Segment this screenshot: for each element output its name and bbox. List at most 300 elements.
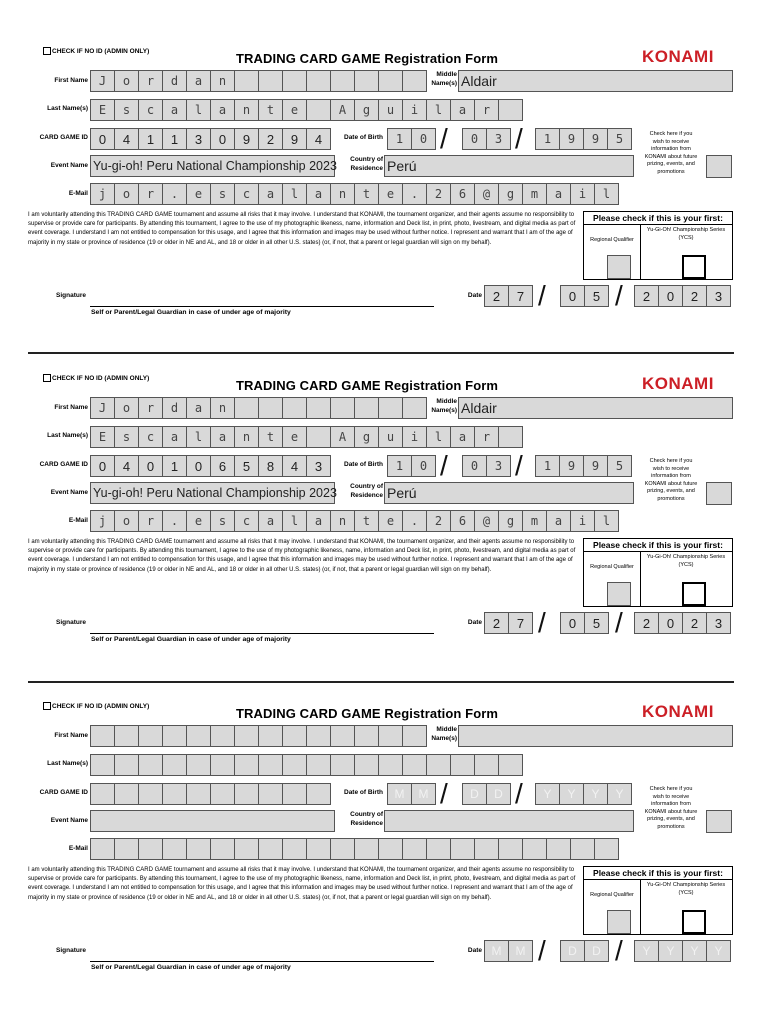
last-name-boxes-cell[interactable] [378,754,403,776]
email-boxes-cell[interactable] [306,838,331,860]
dob-month-boxes[interactable] [462,455,510,477]
last-name-boxes-cell[interactable] [498,426,523,448]
email-boxes-cell[interactable]: j [90,183,115,205]
email-boxes[interactable] [90,183,618,205]
email-boxes-cell[interactable]: j [90,510,115,532]
email-boxes-cell[interactable]: . [162,183,187,205]
date-year-boxes-cell[interactable]: 3 [706,285,731,307]
date-year-boxes[interactable] [634,285,730,307]
card-game-id-boxes-cell[interactable] [306,783,331,805]
dob-year-boxes-cell[interactable]: Y [535,783,560,805]
card-game-id-boxes-cell[interactable]: 8 [258,455,283,477]
last-name-boxes-cell[interactable]: c [138,99,163,121]
last-name-boxes-cell[interactable]: l [426,99,451,121]
event-name-field[interactable]: Yu-gi-oh! Peru National Championship 2023 [90,155,335,177]
email-boxes-cell[interactable]: l [594,510,619,532]
last-name-boxes-cell[interactable]: a [162,99,187,121]
email-boxes-cell[interactable]: l [282,510,307,532]
dob-year-boxes-cell[interactable]: 1 [535,128,560,150]
email-boxes-cell[interactable]: g [498,183,523,205]
last-name-boxes[interactable] [90,426,522,448]
date-day-boxes-cell[interactable]: 2 [484,612,509,634]
last-name-boxes-cell[interactable]: a [210,426,235,448]
admin-only-check[interactable] [43,47,149,55]
email-boxes-cell[interactable]: . [402,183,427,205]
last-name-boxes-cell[interactable] [90,754,115,776]
first-name-boxes[interactable] [90,725,426,747]
email-boxes-cell[interactable] [234,838,259,860]
date-year-boxes-cell[interactable]: 0 [658,612,683,634]
first-name-boxes-cell[interactable] [378,725,403,747]
regional-qualifier-checkbox[interactable] [607,255,631,279]
last-name-boxes-cell[interactable]: E [90,99,115,121]
first-name-boxes-cell[interactable] [378,397,403,419]
email-boxes-cell[interactable] [378,838,403,860]
dob-month-boxes[interactable] [462,128,510,150]
dob-year-boxes-cell[interactable]: 9 [559,128,584,150]
card-game-id-boxes-cell[interactable]: 3 [306,455,331,477]
first-name-boxes-cell[interactable] [282,70,307,92]
last-name-boxes-cell[interactable]: a [162,426,187,448]
dob-year-boxes-cell[interactable]: 5 [607,455,632,477]
regional-qualifier-checkbox[interactable] [607,910,631,934]
last-name-boxes-cell[interactable] [162,754,187,776]
date-year-boxes-cell[interactable]: Y [658,940,683,962]
date-year-boxes-cell[interactable]: 2 [634,612,659,634]
last-name-boxes-cell[interactable]: n [234,426,259,448]
dob-day-boxes-cell[interactable]: 0 [411,128,436,150]
email-boxes[interactable] [90,838,618,860]
dob-year-boxes[interactable] [535,455,631,477]
card-game-id-boxes-cell[interactable] [90,783,115,805]
last-name-boxes-cell[interactable] [234,754,259,776]
email-boxes-cell[interactable]: m [522,183,547,205]
dob-month-boxes-cell[interactable]: 0 [462,455,487,477]
last-name-boxes-cell[interactable]: e [282,99,307,121]
date-day-boxes-cell[interactable]: M [508,940,533,962]
email-boxes-cell[interactable] [450,838,475,860]
signature-line[interactable] [90,306,434,307]
date-month-boxes-cell[interactable]: 0 [560,612,585,634]
card-game-id-boxes-cell[interactable]: 9 [282,128,307,150]
last-name-boxes-cell[interactable]: g [354,426,379,448]
dob-day-boxes-cell[interactable]: 0 [411,455,436,477]
date-day-boxes-cell[interactable]: 7 [508,285,533,307]
dob-day-boxes-cell[interactable]: M [387,783,412,805]
dob-year-boxes-cell[interactable]: 5 [607,128,632,150]
email-boxes-cell[interactable] [570,838,595,860]
first-name-boxes-cell[interactable] [378,70,403,92]
last-name-boxes-cell[interactable] [354,754,379,776]
ycs-checkbox[interactable] [682,910,706,934]
promotions-checkbox[interactable] [706,482,732,505]
first-name-boxes-cell[interactable] [282,397,307,419]
date-year-boxes-cell[interactable]: 3 [706,612,731,634]
email-boxes-cell[interactable]: a [306,510,331,532]
first-name-boxes-cell[interactable]: a [186,397,211,419]
first-name-boxes-cell[interactable] [234,397,259,419]
email-boxes-cell[interactable]: e [186,510,211,532]
email-boxes-cell[interactable]: 2 [426,510,451,532]
first-name-boxes-cell[interactable] [354,397,379,419]
first-name-boxes-cell[interactable] [114,725,139,747]
email-boxes-cell[interactable]: m [522,510,547,532]
date-year-boxes-cell[interactable]: 2 [682,285,707,307]
date-day-boxes[interactable] [484,940,532,962]
email-boxes-cell[interactable]: s [210,183,235,205]
country-field[interactable] [384,810,634,832]
first-name-boxes-cell[interactable] [330,725,355,747]
last-name-boxes-cell[interactable]: e [282,426,307,448]
date-month-boxes[interactable] [560,940,608,962]
last-name-boxes-cell[interactable]: u [378,99,403,121]
last-name-boxes-cell[interactable] [258,754,283,776]
email-boxes-cell[interactable]: a [258,183,283,205]
dob-month-boxes-cell[interactable]: D [462,783,487,805]
first-name-boxes-cell[interactable]: n [210,70,235,92]
date-day-boxes-cell[interactable]: 7 [508,612,533,634]
last-name-boxes-cell[interactable]: E [90,426,115,448]
first-name-boxes-cell[interactable]: n [210,397,235,419]
last-name-boxes-cell[interactable]: a [450,99,475,121]
middle-name-field[interactable]: Aldair [458,397,733,419]
dob-month-boxes-cell[interactable]: 3 [486,128,511,150]
last-name-boxes-cell[interactable]: t [258,426,283,448]
first-name-boxes-cell[interactable] [330,70,355,92]
first-name-boxes-cell[interactable] [354,70,379,92]
email-boxes-cell[interactable]: e [186,183,211,205]
date-month-boxes-cell[interactable]: 0 [560,285,585,307]
last-name-boxes-cell[interactable]: g [354,99,379,121]
date-day-boxes[interactable] [484,612,532,634]
card-game-id-boxes-cell[interactable]: 0 [186,455,211,477]
card-game-id-boxes-cell[interactable] [282,783,307,805]
first-name-boxes-cell[interactable] [90,725,115,747]
email-boxes-cell[interactable]: n [330,510,355,532]
first-name-boxes-cell[interactable] [282,725,307,747]
date-month-boxes-cell[interactable]: 5 [584,285,609,307]
country-field[interactable]: Perú [384,155,634,177]
card-game-id-boxes[interactable] [90,455,330,477]
dob-day-boxes-cell[interactable]: M [411,783,436,805]
email-boxes-cell[interactable]: t [354,183,379,205]
email-boxes-cell[interactable] [426,838,451,860]
country-field[interactable]: Perú [384,482,634,504]
last-name-boxes-cell[interactable]: r [474,426,499,448]
last-name-boxes-cell[interactable] [498,754,523,776]
last-name-boxes-cell[interactable]: i [402,426,427,448]
dob-year-boxes-cell[interactable]: 9 [583,128,608,150]
email-boxes-cell[interactable]: e [378,183,403,205]
last-name-boxes[interactable] [90,99,522,121]
first-name-boxes-cell[interactable] [306,70,331,92]
dob-year-boxes-cell[interactable]: Y [607,783,632,805]
promotions-checkbox[interactable] [706,155,732,178]
dob-day-boxes-cell[interactable]: 1 [387,128,412,150]
last-name-boxes-cell[interactable]: n [234,99,259,121]
card-game-id-boxes-cell[interactable]: 6 [210,455,235,477]
admin-checkbox[interactable] [43,47,51,55]
dob-month-boxes-cell[interactable]: 0 [462,128,487,150]
email-boxes-cell[interactable] [90,838,115,860]
regional-qualifier-checkbox[interactable] [607,582,631,606]
email-boxes-cell[interactable]: @ [474,510,499,532]
email-boxes-cell[interactable] [330,838,355,860]
card-game-id-boxes-cell[interactable]: 1 [138,128,163,150]
date-day-boxes-cell[interactable]: 2 [484,285,509,307]
last-name-boxes-cell[interactable]: l [186,426,211,448]
card-game-id-boxes-cell[interactable]: 4 [282,455,307,477]
email-boxes-cell[interactable]: a [546,510,571,532]
email-boxes-cell[interactable]: . [162,510,187,532]
email-boxes-cell[interactable] [210,838,235,860]
admin-checkbox[interactable] [43,374,51,382]
email-boxes-cell[interactable] [354,838,379,860]
last-name-boxes-cell[interactable] [330,754,355,776]
promotions-checkbox[interactable] [706,810,732,833]
last-name-boxes-cell[interactable]: A [330,99,355,121]
email-boxes-cell[interactable]: r [138,183,163,205]
first-name-boxes-cell[interactable] [258,70,283,92]
last-name-boxes-cell[interactable] [186,754,211,776]
email-boxes-cell[interactable] [498,838,523,860]
email-boxes-cell[interactable]: n [330,183,355,205]
card-game-id-boxes-cell[interactable] [138,783,163,805]
admin-only-check[interactable] [43,702,149,710]
date-month-boxes-cell[interactable]: D [560,940,585,962]
dob-label: Date of Birth [344,134,383,141]
last-name-boxes-cell[interactable] [306,754,331,776]
email-boxes-cell[interactable]: a [258,510,283,532]
card-game-id-boxes-cell[interactable]: 0 [90,128,115,150]
email-boxes-cell[interactable] [162,838,187,860]
admin-checkbox[interactable] [43,702,51,710]
dob-year-boxes[interactable] [535,783,631,805]
first-name-boxes-cell[interactable] [210,725,235,747]
last-name-boxes-cell[interactable] [138,754,163,776]
card-game-id-boxes-cell[interactable]: 5 [234,455,259,477]
middle-name-field[interactable] [458,725,733,747]
date-day-boxes[interactable] [484,285,532,307]
first-name-boxes-cell[interactable] [402,397,427,419]
last-name-boxes-cell[interactable]: l [426,426,451,448]
email-boxes-cell[interactable] [186,838,211,860]
date-month-boxes-cell[interactable]: D [584,940,609,962]
last-name-boxes-cell[interactable] [498,99,523,121]
date-year-boxes-cell[interactable]: 2 [682,612,707,634]
email-boxes-cell[interactable] [594,838,619,860]
first-name-boxes-cell[interactable] [234,725,259,747]
email-boxes-cell[interactable]: g [498,510,523,532]
dob-month-boxes[interactable] [462,783,510,805]
first-name-boxes-cell[interactable] [258,725,283,747]
email-boxes-cell[interactable]: 6 [450,183,475,205]
last-name-boxes-cell[interactable]: u [378,426,403,448]
first-name-boxes[interactable] [90,70,426,92]
first-name-boxes-cell[interactable]: o [114,70,139,92]
first-name-boxes-cell[interactable] [402,725,427,747]
dob-month-boxes-cell[interactable]: 3 [486,455,511,477]
card-game-id-boxes-cell[interactable]: 1 [162,455,187,477]
first-name-boxes-cell[interactable] [330,397,355,419]
date-year-boxes-cell[interactable]: Y [706,940,731,962]
card-game-id-boxes-cell[interactable]: 3 [186,128,211,150]
dob-year-boxes-cell[interactable]: 9 [583,455,608,477]
email-boxes-cell[interactable] [258,838,283,860]
card-game-id-boxes-cell[interactable]: 4 [114,455,139,477]
date-month-boxes-cell[interactable]: 5 [584,612,609,634]
email-boxes-cell[interactable]: i [570,183,595,205]
email-boxes-cell[interactable]: . [402,510,427,532]
email-boxes[interactable] [90,510,618,532]
event-name-field[interactable] [90,810,335,832]
first-name-boxes-cell[interactable]: J [90,397,115,419]
first-name-boxes-cell[interactable]: r [138,397,163,419]
dob-day-boxes[interactable] [387,128,435,150]
email-boxes-cell[interactable]: i [570,510,595,532]
date-year-boxes[interactable] [634,612,730,634]
first-name-boxes-cell[interactable] [402,70,427,92]
date-year-boxes-cell[interactable]: Y [634,940,659,962]
last-name-boxes-cell[interactable]: c [138,426,163,448]
first-name-boxes-cell[interactable]: o [114,397,139,419]
first-name-boxes-cell[interactable] [354,725,379,747]
card-game-id-boxes-cell[interactable]: 2 [258,128,283,150]
card-game-id-boxes-cell[interactable] [162,783,187,805]
last-name-boxes-cell[interactable] [306,99,331,121]
first-name-boxes-cell[interactable] [186,725,211,747]
email-boxes-cell[interactable] [522,838,547,860]
legal-text: I am voluntarily attending this TRADING CARD GAME tournament and assume all risks that it may involve. I understand that KONAMI, the tournament organizer, and their agents assume no responsibility to supervise or provide care for participants. By attending this tournament, I agree to the use of my photographic likeness, name, information and Deck list, in print, photo, livestream, and digital media as part of event coverage. I understand I am not entitled to compensation for this usage, and I agree that this information and images may be used without further notice. I represent and warrant that I am of the age of majority in my state or province of residence (19 or older in NE and AL, and 18 or older in all other U.S. states) (or, if not, that a parent or legal guardian will sign on my behalf). [28,867,576,901]
last-name-boxes-cell[interactable] [450,754,475,776]
dob-day-boxes-cell[interactable]: 1 [387,455,412,477]
email-boxes-cell[interactable]: c [234,510,259,532]
card-game-id-boxes-cell[interactable] [210,783,235,805]
email-boxes-cell[interactable] [546,838,571,860]
last-name-boxes-cell[interactable] [426,754,451,776]
last-name-boxes-cell[interactable]: s [114,99,139,121]
card-game-id-boxes-cell[interactable]: 4 [114,128,139,150]
dob-month-boxes-cell[interactable]: D [486,783,511,805]
card-game-id-boxes-cell[interactable] [114,783,139,805]
dob-year-boxes-cell[interactable]: 9 [559,455,584,477]
date-year-boxes-cell[interactable]: 2 [634,285,659,307]
admin-only-check[interactable] [43,374,149,382]
first-name-boxes-cell[interactable] [234,70,259,92]
card-game-id-boxes-cell[interactable]: 1 [162,128,187,150]
email-boxes-cell[interactable] [138,838,163,860]
dob-year-boxes-cell[interactable]: 1 [535,455,560,477]
email-boxes-cell[interactable]: 2 [426,183,451,205]
date-year-boxes-cell[interactable]: 0 [658,285,683,307]
first-name-boxes-cell[interactable] [138,725,163,747]
email-boxes-cell[interactable] [282,838,307,860]
last-name-boxes-cell[interactable]: s [114,426,139,448]
date-month-boxes[interactable] [560,285,608,307]
email-boxes-cell[interactable] [474,838,499,860]
card-game-id-boxes-cell[interactable] [234,783,259,805]
date-year-boxes-cell[interactable]: Y [682,940,707,962]
first-name-boxes-cell[interactable]: a [186,70,211,92]
last-name-boxes-cell[interactable]: i [402,99,427,121]
card-game-id-boxes-cell[interactable] [258,783,283,805]
email-boxes-cell[interactable]: o [114,183,139,205]
last-name-boxes-cell[interactable]: a [450,426,475,448]
dob-year-boxes-cell[interactable]: Y [583,783,608,805]
first-name-boxes-cell[interactable]: d [162,397,187,419]
email-boxes-cell[interactable]: l [282,183,307,205]
email-boxes-cell[interactable]: t [354,510,379,532]
last-name-boxes-cell[interactable] [402,754,427,776]
last-name-boxes[interactable] [90,754,522,776]
card-game-id-boxes-cell[interactable]: 0 [138,455,163,477]
last-name-boxes-cell[interactable]: A [330,426,355,448]
ycs-checkbox[interactable] [682,582,706,606]
first-name-boxes[interactable] [90,397,426,419]
last-name-boxes-cell[interactable] [474,754,499,776]
first-name-boxes-cell[interactable] [162,725,187,747]
dob-year-boxes[interactable] [535,128,631,150]
card-game-id-boxes[interactable] [90,128,330,150]
email-boxes-cell[interactable]: e [378,510,403,532]
last-name-boxes-cell[interactable]: t [258,99,283,121]
date-month-boxes[interactable] [560,612,608,634]
email-boxes-cell[interactable] [402,838,427,860]
email-boxes-cell[interactable]: a [306,183,331,205]
event-name-field[interactable]: Yu-gi-oh! Peru National Championship 2023 [90,482,335,504]
last-name-boxes-cell[interactable] [306,426,331,448]
email-boxes-cell[interactable]: a [546,183,571,205]
middle-name-field[interactable]: Aldair [458,70,733,92]
email-boxes-cell[interactable]: l [594,183,619,205]
email-boxes-cell[interactable]: s [210,510,235,532]
card-game-id-boxes-cell[interactable]: 0 [210,128,235,150]
email-boxes-cell[interactable]: 6 [450,510,475,532]
email-boxes-cell[interactable] [114,838,139,860]
last-name-boxes-cell[interactable]: a [210,99,235,121]
date-year-boxes[interactable] [634,940,730,962]
dob-year-boxes-cell[interactable]: Y [559,783,584,805]
first-name-boxes-cell[interactable]: r [138,70,163,92]
card-game-id-boxes[interactable] [90,783,330,805]
signature-line[interactable] [90,633,434,634]
dob-day-boxes[interactable] [387,783,435,805]
card-game-id-boxes-cell[interactable] [186,783,211,805]
card-game-id-boxes-cell[interactable]: 9 [234,128,259,150]
last-name-boxes-cell[interactable] [282,754,307,776]
first-name-boxes-cell[interactable] [306,397,331,419]
email-boxes-cell[interactable]: o [114,510,139,532]
email-boxes-cell[interactable]: c [234,183,259,205]
email-boxes-cell[interactable]: @ [474,183,499,205]
first-name-boxes-cell[interactable] [258,397,283,419]
first-name-boxes-cell[interactable]: d [162,70,187,92]
email-boxes-cell[interactable]: r [138,510,163,532]
last-name-boxes-cell[interactable]: r [474,99,499,121]
country-label-line1: Country of [350,811,383,818]
first-name-boxes-cell[interactable] [306,725,331,747]
date-day-boxes-cell[interactable]: M [484,940,509,962]
last-name-boxes-cell[interactable]: l [186,99,211,121]
signature-line[interactable] [90,961,434,962]
card-game-id-boxes-cell[interactable]: 0 [90,455,115,477]
dob-day-boxes[interactable] [387,455,435,477]
first-name-boxes-cell[interactable]: J [90,70,115,92]
last-name-boxes-cell[interactable] [114,754,139,776]
last-name-boxes-cell[interactable] [210,754,235,776]
card-game-id-boxes-cell[interactable]: 4 [306,128,331,150]
ycs-checkbox[interactable] [682,255,706,279]
